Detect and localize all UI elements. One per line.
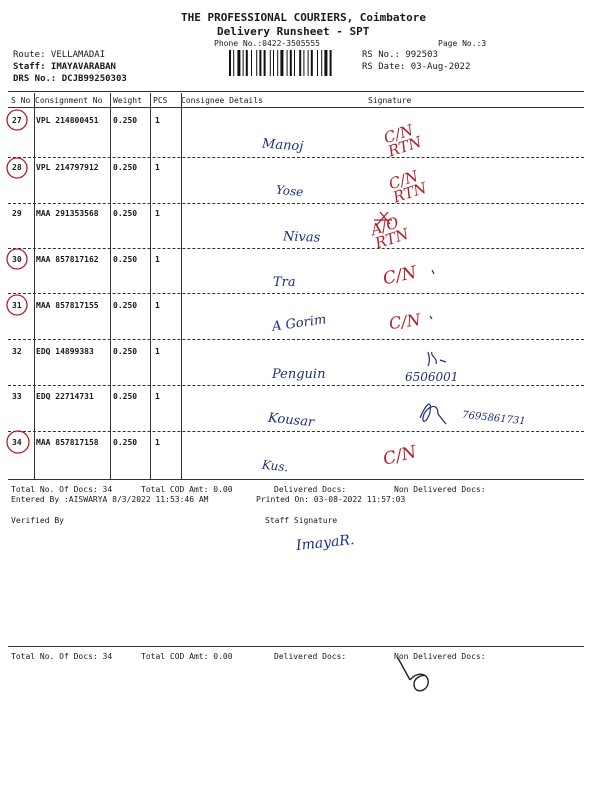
row-sno: 29 bbox=[12, 209, 22, 218]
signature-handwriting: 7695861731 bbox=[461, 409, 527, 428]
signature-handwriting: 6506001 bbox=[405, 370, 459, 384]
row-pcs: 1 bbox=[155, 116, 160, 125]
col-pcs: PCS bbox=[153, 96, 168, 105]
signature-flourish bbox=[420, 404, 446, 424]
circle-mark bbox=[7, 158, 27, 178]
delivered-docs: Delivered Docs: bbox=[274, 485, 347, 494]
circle-mark bbox=[7, 249, 27, 269]
consignee-handwriting: Tra bbox=[273, 275, 296, 290]
row-sno: 34 bbox=[12, 438, 22, 447]
scribble-mark bbox=[374, 212, 392, 226]
non-delivered-docs: Non Delivered Docs: bbox=[394, 485, 486, 494]
page-mark-stroke bbox=[398, 658, 428, 691]
row-weight: 0.250 bbox=[113, 392, 138, 401]
row-consignment: MAA 857817162 bbox=[36, 255, 99, 264]
verified-by: Verified By bbox=[11, 516, 64, 525]
row-weight: 0.250 bbox=[113, 347, 138, 356]
col-consignee: Consignee Details bbox=[181, 96, 263, 105]
row-pcs: 1 bbox=[155, 163, 160, 172]
rs-date: RS Date: 03-Aug-2022 bbox=[362, 62, 471, 72]
consignee-handwriting: Manoj bbox=[261, 136, 304, 155]
signature-handwriting: C/N bbox=[387, 309, 422, 334]
consignee-handwriting: A Gorim bbox=[271, 312, 328, 335]
circle-mark bbox=[7, 110, 27, 130]
circle-mark bbox=[7, 431, 29, 453]
row-sno: 28 bbox=[12, 163, 22, 172]
bottom-total-docs: Total No. Of Docs: 34 bbox=[11, 652, 113, 661]
row-consignment: VPL 214797912 bbox=[36, 163, 99, 172]
row-consignment: MAA 291353568 bbox=[36, 209, 99, 218]
row-pcs: 1 bbox=[155, 301, 160, 310]
row-weight: 0.250 bbox=[113, 301, 138, 310]
printed-on: Printed On: 03-08-2022 11:57:03 bbox=[256, 495, 406, 504]
col-signature: Signature bbox=[368, 96, 412, 105]
row-weight: 0.250 bbox=[113, 255, 138, 264]
col-sno: S No bbox=[11, 96, 31, 105]
bottom-non-delivered: Non Delivered Docs: bbox=[394, 652, 486, 661]
page-number: Page No.:3 bbox=[438, 39, 487, 48]
row-weight: 0.250 bbox=[113, 116, 138, 125]
row-weight: 0.250 bbox=[113, 438, 138, 447]
row-weight: 0.250 bbox=[113, 209, 138, 218]
consignee-handwriting: Kousar bbox=[267, 410, 315, 431]
phone-number: Phone No.:0422-3505555 bbox=[214, 39, 320, 48]
bottom-delivered: Delivered Docs: bbox=[274, 652, 347, 661]
row-sno: 30 bbox=[12, 255, 22, 264]
row-pcs: 1 bbox=[155, 438, 160, 447]
staff-label: Staff: IMAYAVARABAN bbox=[13, 62, 116, 72]
bottom-total-cod: Total COD Amt: 0.00 bbox=[141, 652, 233, 661]
rs-number: RS No.: 992503 bbox=[362, 50, 438, 60]
entered-by: Entered By :AISWARYA 8/3/2022 11:53:46 AM bbox=[11, 495, 209, 504]
row-pcs: 1 bbox=[155, 347, 160, 356]
row-pcs: 1 bbox=[155, 392, 160, 401]
row-sno: 27 bbox=[12, 116, 22, 125]
signature-handwriting: C/N bbox=[381, 442, 419, 470]
row-pcs: 1 bbox=[155, 255, 160, 264]
signature-handwriting: A/O RTN bbox=[368, 213, 411, 253]
signature-handwriting: C/N bbox=[381, 262, 419, 290]
bottom-rule bbox=[8, 646, 584, 647]
staff-signature-handwriting: ImayaR. bbox=[295, 531, 356, 555]
page-mark bbox=[404, 664, 405, 665]
total-docs: Total No. Of Docs: 34 bbox=[11, 485, 113, 494]
row-weight: 0.250 bbox=[113, 163, 138, 172]
row-sno: 32 bbox=[12, 347, 22, 356]
consignee-handwriting: Yose bbox=[275, 182, 304, 200]
staff-signature-label: Staff Signature bbox=[265, 516, 338, 525]
circle-mark bbox=[7, 295, 27, 315]
consignee-handwriting: Penguin bbox=[272, 367, 326, 382]
signature-handwriting: C/N RTN bbox=[386, 166, 429, 207]
signature-flourish bbox=[428, 352, 446, 366]
consignee-handwriting: Nivas bbox=[282, 229, 321, 246]
row-consignment: MAA 857817155 bbox=[36, 301, 99, 310]
row-sno: 31 bbox=[12, 301, 22, 310]
route-label: Route: VELLAMADAI bbox=[13, 50, 106, 60]
row-consignment: EDQ 22714731 bbox=[36, 392, 94, 401]
row-sno: 33 bbox=[12, 392, 22, 401]
company-title: THE PROFESSIONAL COURIERS, Coimbatore bbox=[181, 11, 427, 24]
row-consignment: VPL 214800451 bbox=[36, 116, 99, 125]
row-pcs: 1 bbox=[155, 209, 160, 218]
drs-number: DRS No.: DCJB99250303 bbox=[13, 74, 127, 84]
signature-handwriting: C/N RTN bbox=[381, 120, 424, 161]
row-consignment: MAA 857817158 bbox=[36, 438, 99, 447]
pen-dot bbox=[430, 270, 434, 319]
col-consignment: Consignment No bbox=[35, 96, 103, 105]
row-consignment: EDQ 14899383 bbox=[36, 347, 94, 356]
consignee-handwriting: Kus. bbox=[261, 457, 290, 475]
col-weight: Weight bbox=[113, 96, 142, 105]
total-cod: Total COD Amt: 0.00 bbox=[141, 485, 233, 494]
sheet-title: Delivery Runsheet - SPT bbox=[217, 25, 370, 38]
